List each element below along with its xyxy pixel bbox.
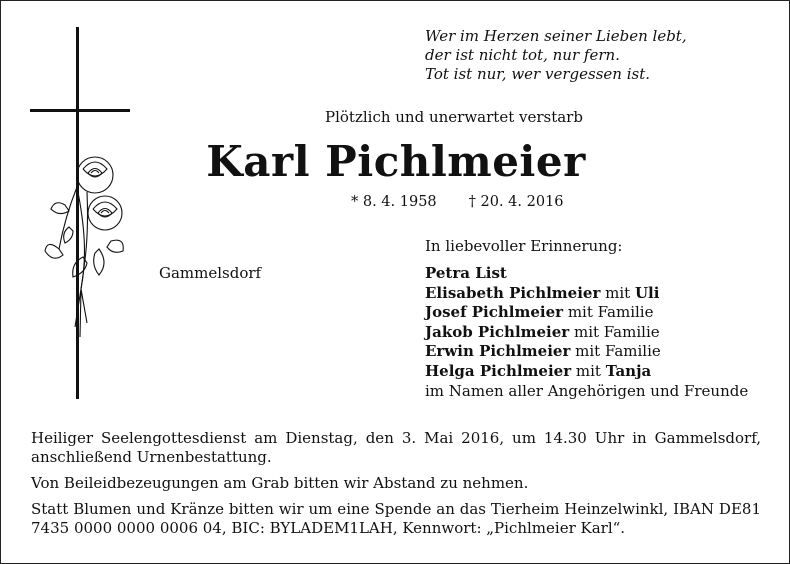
mourner-row <box>425 303 661 323</box>
life-dates <box>351 194 564 210</box>
poem-line-2: der ist nicht tot, nur fern. <box>425 46 620 64</box>
service-note: Von Beileidbezeugungen am Grab bitten wir Abstand zu nehmen. <box>31 474 529 492</box>
mourner-row <box>425 284 661 304</box>
mourner-suffix: mit <box>600 283 635 302</box>
mourner-suffix: mit Familie <box>563 303 654 322</box>
memory-line: In liebevoller Erinnerung: <box>425 237 623 255</box>
poem <box>425 27 687 84</box>
mourner-row <box>425 342 661 362</box>
place: Gammelsdorf <box>159 264 262 282</box>
birth-date: * 8. 4. 1958 <box>351 194 437 210</box>
mourner-suffix: mit Familie <box>570 342 661 361</box>
mourner-name: Helga Pichlmeier <box>425 361 572 380</box>
intro-text: Plötzlich und unerwartet verstarb <box>325 108 583 126</box>
mourner-row <box>425 362 661 382</box>
service-note: Heiliger Seelengottesdienst am Dienstag, den 3. Mai 2016, um 14.30 Uhr in Gammelsdorf, anschließend Urnenbestattung. <box>31 429 761 466</box>
deceased-name: Karl Pichlmeier <box>206 137 586 186</box>
poem-line-1: Wer im Herzen seiner Lieben lebt, <box>425 27 687 45</box>
mourners-list <box>425 264 661 382</box>
mourner-partner: Tanja <box>605 361 652 380</box>
closing-line: im Namen aller Angehörigen und Freunde <box>425 382 749 400</box>
cross-with-roses-icon <box>25 27 135 403</box>
mourner-name: Elisabeth Pichlmeier <box>425 283 601 302</box>
service-note: Statt Blumen und Kränze bitten wir um eine Spende an das Tierheim Heinzelwinkl, IBAN DE81 7435 0000 0000 0006 04, BIC: BYLADEM1LAH, Kennwort: „Pichlmeier Karl“. <box>31 500 761 537</box>
mourner-row <box>425 264 661 284</box>
mourner-suffix: mit Familie <box>569 322 660 341</box>
mourner-name: Jakob Pichlmeier <box>425 322 570 341</box>
mourner-row <box>425 323 661 343</box>
poem-line-3: Tot ist nur, wer vergessen ist. <box>425 65 650 83</box>
mourner-name: Erwin Pichlmeier <box>425 342 571 361</box>
mourner-name: Josef Pichlmeier <box>425 303 564 322</box>
mourner-partner: Uli <box>634 283 660 302</box>
service-notes <box>31 429 761 545</box>
mourner-name: Petra List <box>425 264 507 282</box>
death-date: † 20. 4. 2016 <box>468 194 564 210</box>
mourner-suffix: mit <box>571 361 606 380</box>
